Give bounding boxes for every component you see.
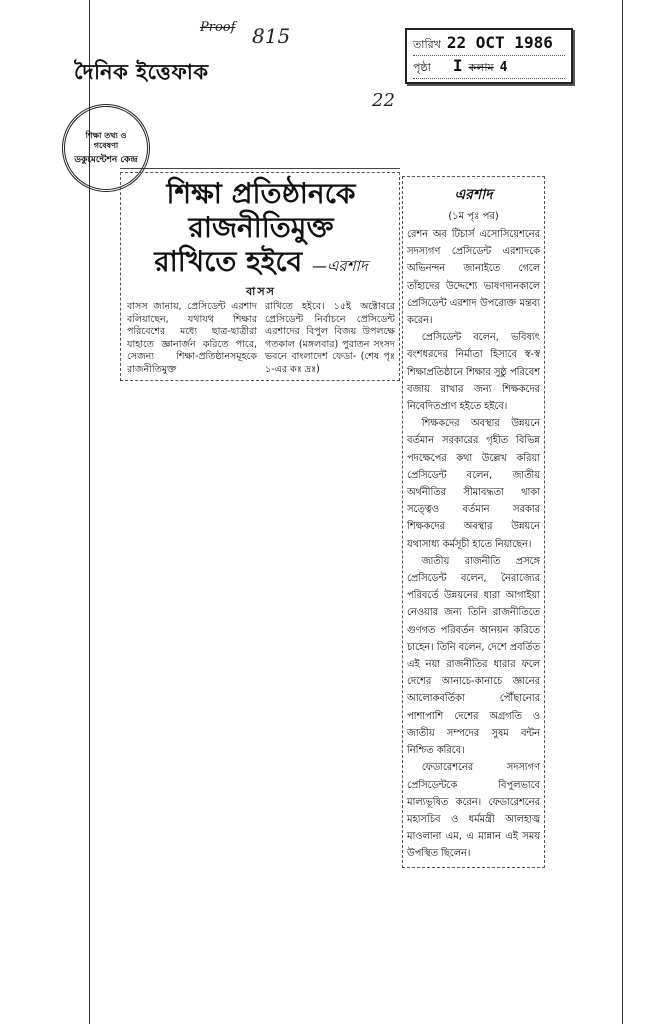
headline-line-2: রাখিতে হইবে [154, 245, 303, 278]
page-label: পৃষ্ঠা [413, 61, 431, 74]
byline: —এরশাদ [312, 257, 368, 275]
date-label: তারিখ [413, 38, 441, 51]
date-value: 22 OCT 1986 [446, 33, 553, 52]
right-margin-line [622, 0, 623, 1024]
seal-center-text: ডকুমেন্টেশন কেন্দ্র [74, 154, 138, 165]
continuation-clipping [402, 176, 545, 868]
continued-from: (১ম পৃঃ পর) [448, 211, 499, 222]
newspaper-name: দৈনিক ইত্তেফাক [74, 60, 209, 84]
dateline: বাসস [246, 285, 276, 298]
handwritten-strike: Proof [200, 20, 236, 35]
column-label: কলাম [468, 61, 494, 74]
column-value: 4 [499, 60, 508, 75]
article-clipping [120, 172, 400, 381]
page-value: I [452, 56, 463, 75]
paragraph: শিক্ষকদের অবস্থার উন্নয়নে বর্তমান সরকারের গৃহীত বিভিন্ন পদক্ষেপের কথা উল্লেখ করিয়া প্রেসিডেন্ট বলেন, জাতীয় অর্থনীতির সীমাবদ্ধতা থাকা সত্ত্বেও বর্তমান সরকার শিক্ষকদের অবস্থার উন্নয়নে যথাসাধ্য কর্মসূচী হাতে নিয়াছেন। [407, 418, 540, 550]
headline-line-1: শিক্ষা প্রতিষ্ঠানকে রাজনীতিমুক্ত [166, 177, 356, 244]
date-stamp [405, 28, 573, 84]
article-column-2: রাখিতে হইবে। ১৫ই অক্টোবরে প্রেসিডেন্ট নির্বাচনে প্রেসিডেন্ট এরশাদের বিপুল বিজয় উপলক্ষে গতকাল (মঙ্গলবার) পুরাতন সংসদ ভবনে বাংলাদেশ ফেডা- (শেষ পৃঃ ১-এর কঃ দ্রঃ) [265, 301, 395, 375]
continuation-kicker: এরশাদ [454, 187, 493, 203]
handwritten-note: 815 [252, 24, 291, 48]
article-column-1: বাসস জানায়, প্রেসিডেন্ট এরশাদ বলিয়াছেন, যথাযথ শিক্ষার পরিবেশের মধ্যে ছাত্র-ছাত্রীরা যাহাতে জ্ঞানার্জন করিতে পারে, সেজন্য শিক্ষা-প্রতিষ্ঠানসমূহকে রাজনীতিমুক্ত [127, 301, 257, 375]
handwritten-page-number: 22 [372, 90, 395, 111]
paragraph: ফেডারেশনের সদস্যগণ প্রেসিডেন্টকে বিপুলভাবে মাল্যভূষিত করেন। ফেডারেশনের মহাসচিব ও ধর্মমন্ত্রী আলহাজ্ব মাওলানা এম, এ মান্নান এই সময় উপস্থিত ছিলেন। [407, 762, 540, 860]
rule-line [120, 168, 400, 169]
paragraph: জাতীয় রাজনীতি প্রসঙ্গে প্রেসিডেন্ট বলেন, নৈরাজ্যের পরিবর্তে উন্নয়নের ধারা আগাইয়া নেওয়ার জন্য তিনি রাজনীতিতে গুণগত পরিবর্তন আনয়ন করিতে চাহেন। তিনি বলেন, দেশে প্রবর্তিত এই নয়া রাজনীতির ধারার ফলে দেশের আনাচে-কানাচে জ্ঞানের আলোকবর্তিকা পৌঁছানোর পাশাপাশি দেশের অগ্রগতি ও জাতীয় সম্পদের সুষম বন্টন নিশ্চিত করিবে। [407, 555, 540, 757]
paragraph: প্রেসিডেন্ট বলেন, ভবিষ্যৎ বংশধরদের নির্মাতা হিসাবে স্ব-স্ব শিক্ষাপ্রতিষ্ঠানে শিক্ষার সুষ্ঠু পরিবেশ বজায় রাখার জন্য শিক্ষকদের নিবেদিতপ্রাণ হইতে হইবে। [407, 332, 540, 413]
seal-top-text: শিক্ষা তথ্য ও গবেষণা [85, 130, 127, 150]
paragraph: রেশন অব টিচার্স এসোসিয়েশনের সদস্যগণ প্রেসিডেন্ট এরশাদকে অভিনন্দন জানাইতে গেলে তাঁহাদের উদ্দেশ্যে ভাষণদানকালে প্রেসিডেন্ট এরশাদ উপরোক্ত মন্তব্য করেন। [407, 229, 540, 327]
